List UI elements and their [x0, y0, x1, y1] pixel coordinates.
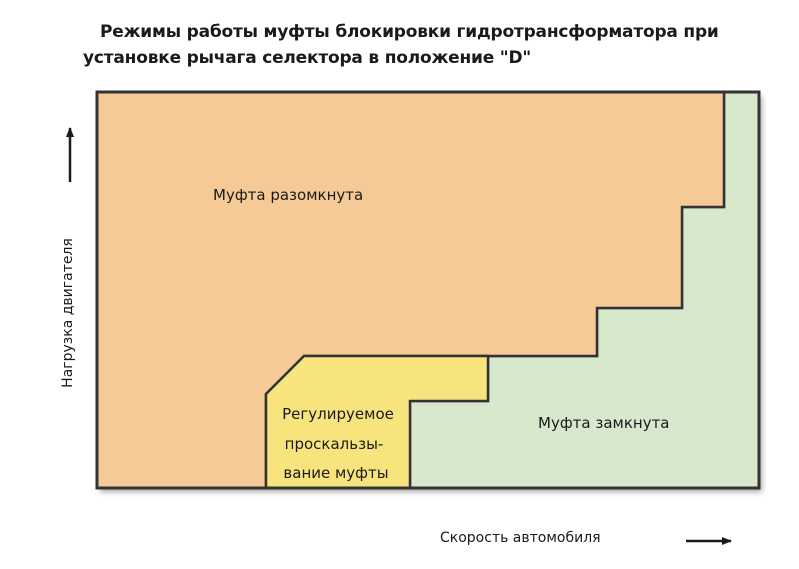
diagram-title-line-2: установке рычага селектора в положение "D" [83, 48, 532, 68]
label-slip-line-2: проскальзы- [284, 435, 384, 453]
diagram-title-line-1: Режимы работы муфты блокировки гидротрансформатора при [100, 22, 719, 42]
x-axis-label: Скорость автомобиля [440, 530, 601, 546]
label-slip-line-1: Регулируемое [282, 405, 394, 423]
y-axis-label: Нагрузка двигателя [60, 238, 76, 388]
label-clutch-open: Муфта разомкнута [213, 186, 364, 204]
label-slip-line-3: вание муфты [283, 464, 389, 482]
label-clutch-closed: Муфта замкнута [538, 414, 670, 432]
